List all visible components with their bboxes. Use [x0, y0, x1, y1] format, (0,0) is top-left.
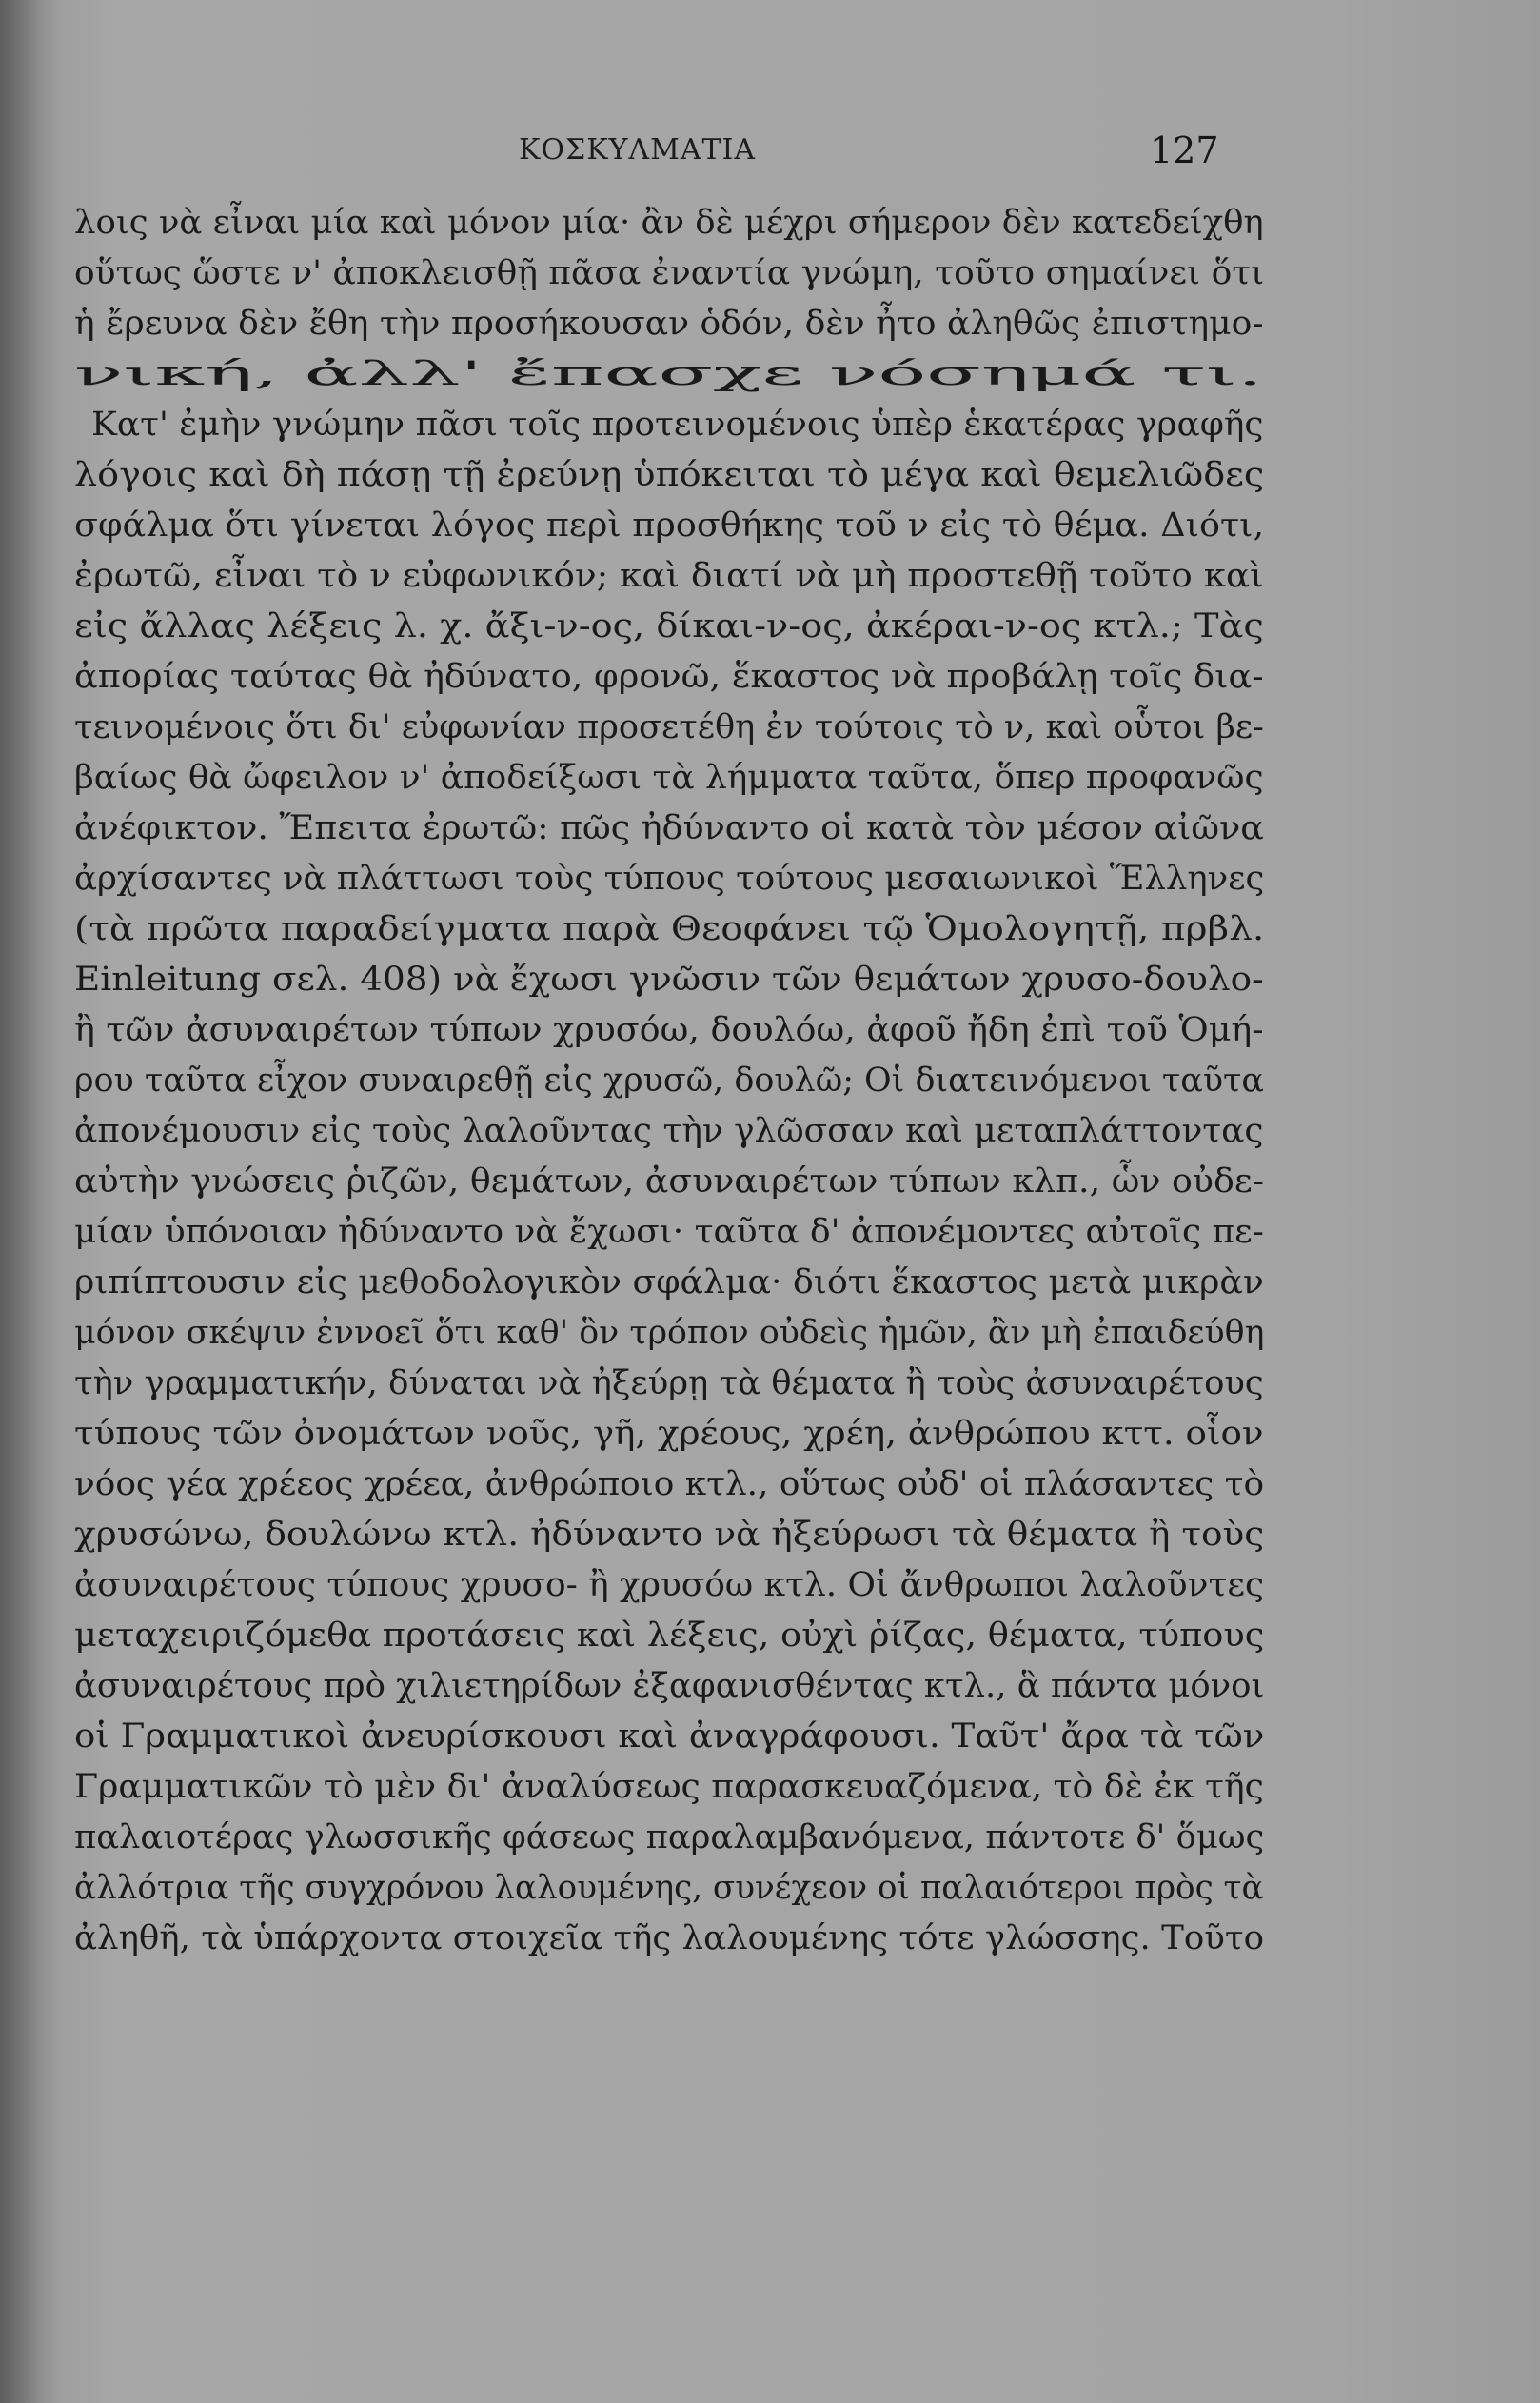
text-line: λόγοις καὶ δὴ πάσῃ τῇ ἐρεύνῃ ὑπόκειται τὸ μέγα καὶ θεμελιῶδες — [74, 456, 1265, 494]
text-line: (τὰ πρῶτα παραδείγματα παρὰ Θεοφάνει τῷ Ὁμολογητῇ, πρβλ. — [74, 910, 1265, 948]
text-line: ἀσυναιρέτους τύπους χρυσο- ἢ χρυσόω κτλ. Οἱ ἄνθρωποι λαλοῦντες — [74, 1566, 1265, 1604]
text-line: αὐτὴν γνώσεις ῥιζῶν, θεμάτων, ἀσυναιρέτων τύπων κλπ., ὧν οὐδε- — [74, 1162, 1265, 1201]
page-number: 127 — [1150, 129, 1219, 171]
text-line: ἀληθῆ, τὰ ὑπάρχοντα στοιχεῖα τῆς λαλουμένης τότε γλώσσης. Τοῦτο — [74, 1919, 1265, 1957]
text-line: ἢ τῶν ἀσυναιρέτων τύπων χρυσόω, δουλόω, ἀφοῦ ἤδη ἐπὶ τοῦ Ὁμή- — [74, 1011, 1264, 1049]
text-line: ἀρχίσαντες νὰ πλάττωσι τοὺς τύπους τούτους μεσαιωνικοὶ Ἕλληνες — [74, 860, 1265, 898]
text-line: Γραμματικῶν τὸ μὲν δι' ἀναλύσεως παρασκευαζόμενα, τὸ δὲ ἐκ τῆς — [74, 1768, 1264, 1806]
text-line: σφάλμα ὅτι γίνεται λόγος περὶ προσθήκης τοῦ ν εἰς τὸ θέμα. Διότι, — [74, 506, 1265, 545]
text-line: ρου ταῦτα εἶχον συναιρεθῇ εἰς χρυσῶ, δουλῶ; Οἱ διατεινόμενοι ταῦτα — [74, 1062, 1264, 1100]
text-line: βαίως θὰ ὤφειλον ν' ἀποδείξωσι τὰ λήμματα ταῦτα, ὅπερ προφανῶς — [74, 759, 1264, 797]
page-header — [0, 122, 1540, 179]
text-line: οὕτως ὥστε ν' ἀποκλεισθῇ πᾶσα ἐναντία γνώμη, τοῦτο σημαίνει ὅτι — [74, 254, 1265, 292]
body-text — [74, 198, 1264, 2036]
text-line: ἀνέφικτον. Ἔπειτα ἐρωτῶ: πῶς ἠδύναντο οἱ κατὰ τὸν μέσον αἰῶνα — [74, 809, 1264, 847]
text-line: παλαιοτέρας γλωσσικῆς φάσεως παραλαμβανόμενα, πάντοτε δ' ὅμως — [74, 1818, 1265, 1857]
text-line: τὴν γραμματικήν, δύναται νὰ ἠξεύρῃ τὰ θέματα ἢ τοὺς ἀσυναιρέτους — [74, 1364, 1264, 1402]
text-line: Einleitung σελ. 408) νὰ ἔχωσι γνῶσιν τῶν θεμάτων χρυσο-δουλο- — [74, 961, 1264, 999]
text-line: νόος γέα χρέεος χρέεα, ἀνθρώποιο κτλ., οὕτως οὐδ' οἱ πλάσαντες τὸ — [74, 1465, 1265, 1503]
text-line: μίαν ὑπόνοιαν ἠδύναντο νὰ ἔχωσι· ταῦτα δ' ἀπονέμοντες αὐτοῖς πε- — [74, 1213, 1264, 1251]
text-line: ἐρωτῶ, εἶναι τὸ ν εὐφωνικόν; καὶ διατί νὰ μὴ προστεθῇ τοῦτο καὶ — [74, 557, 1264, 595]
text-line: χρυσώνω, δουλώνω κτλ. ἠδύναντο νὰ ἠξεύρωσι τὰ θέματα ἢ τοὺς — [74, 1516, 1265, 1554]
text-line: τεινομένοις ὅτι δι' εὐφωνίαν προσετέθη ἐν τούτοις τὸ ν, καὶ οὗτοι βε- — [74, 708, 1264, 746]
text-line: τύπους τῶν ὀνομάτων νοῦς, γῆ, χρέους, χρέη, ἀνθρώπου κττ. οἷον — [74, 1415, 1264, 1453]
text-line: ἀσυναιρέτους πρὸ χιλιετηρίδων ἐξαφανισθέντας κτλ., ἃ πάντα μόνοι — [74, 1667, 1265, 1705]
text-line: ἀπονέμουσιν εἰς τοὺς λαλοῦντας τὴν γλῶσσαν καὶ μεταπλάττοντας — [74, 1112, 1264, 1150]
text-line: ριπίπτουσιν εἰς μεθοδολογικὸν σφάλμα· διότι ἕκαστος μετὰ μικρὰν — [74, 1263, 1264, 1301]
text-line: ἡ ἔρευνα δὲν ἔθη τὴν προσήκουσαν ὁδόν, δὲν ἦτο ἀληθῶς ἐπιστημο- — [74, 305, 1264, 343]
text-line: νική, ἀλλ' ἔπασχε νόσημά τι. — [74, 355, 1263, 393]
text-line: μεταχειριζόμεθα προτάσεις καὶ λέξεις, οὐχὶ ῥίζας, θέματα, τύπους — [74, 1617, 1265, 1655]
text-line: εἰς ἄλλας λέξεις λ. χ. ἄξι-ν-ος, δίκαι-ν-ος, ἀκέραι-ν-ος κτλ.; Τὰς — [74, 607, 1264, 645]
text-line: λοις νὰ εἶναι μία καὶ μόνον μία· ἂν δὲ μέχρι σήμερον δὲν κατεδείχθη — [74, 204, 1264, 242]
binding-shadow — [0, 0, 57, 2403]
running-head: ΚΟΣΚΥΛΜΑΤΙΑ — [519, 133, 757, 167]
text-line: μόνον σκέψιν ἐννοεῖ ὅτι καθ' ὃν τρόπον οὐδεὶς ἡμῶν, ἂν μὴ ἐπαιδεύθη — [74, 1314, 1265, 1352]
text-line: ἀπορίας ταύτας θὰ ἠδύνατο, φρονῶ, ἕκαστος νὰ προβάλῃ τοῖς δια- — [74, 658, 1264, 696]
text-line: Κατ' ἐμὴν γνώμην πᾶσι τοῖς προτεινομένοις ὑπὲρ ἑκατέρας γραφῆς — [91, 406, 1264, 444]
text-line: οἱ Γραμματικοὶ ἀνευρίσκουσι καὶ ἀναγράφουσι. Ταῦτ' ἄρα τὰ τῶν — [74, 1718, 1265, 1756]
text-line: ἀλλότρια τῆς συγχρόνου λαλουμένης, συνέχεον οἱ παλαιότεροι πρὸς τὰ — [74, 1869, 1264, 1907]
